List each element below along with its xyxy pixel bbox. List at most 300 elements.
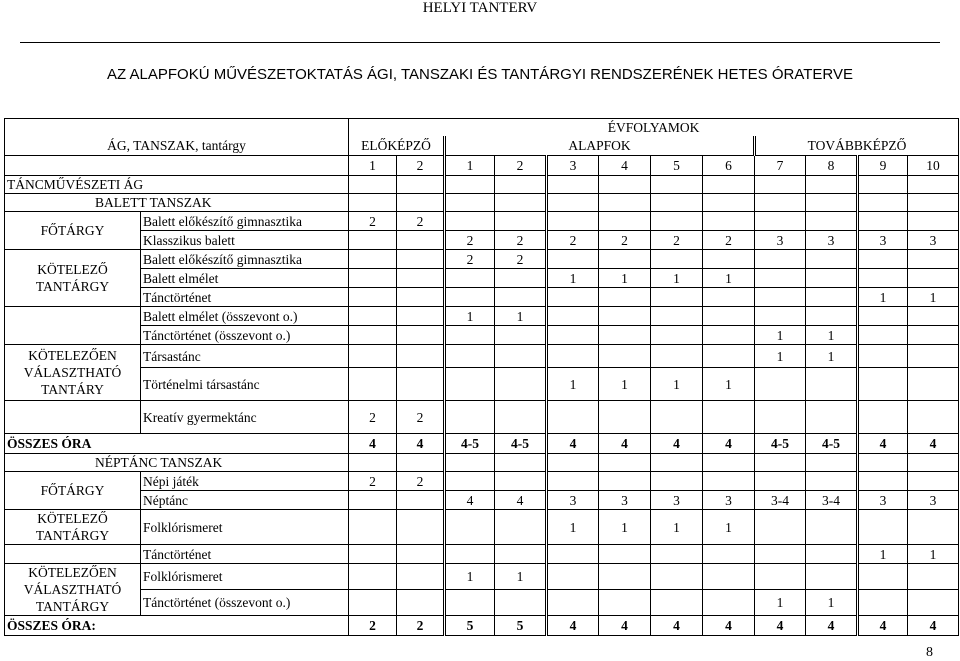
grade-value-cell	[397, 288, 445, 307]
empty-cell	[651, 194, 703, 212]
subject-name: Történelmi társastánc	[141, 368, 349, 401]
subject-name: Tánctörténet (összevont o.)	[141, 326, 349, 345]
grade-value-cell	[908, 212, 959, 231]
grade-value-cell	[651, 472, 703, 491]
grade-value-cell	[806, 564, 858, 590]
grade-value-cell	[599, 545, 651, 564]
subject-name: Balett elmélet	[141, 269, 349, 288]
grade-value-cell	[858, 590, 908, 616]
subject-name: Balett előkészítő gimnasztika	[141, 212, 349, 231]
table-row	[5, 510, 959, 545]
grade-value-cell	[858, 564, 908, 590]
total-value-cell: 4	[908, 616, 959, 636]
empty-cell	[349, 194, 397, 212]
empty-cell	[755, 454, 806, 472]
grade-value-cell	[651, 401, 703, 434]
table-row	[5, 307, 959, 326]
empty-cell	[397, 176, 445, 194]
grade-value-cell	[806, 250, 858, 269]
grade-value-cell	[495, 590, 547, 616]
grade-value-cell	[397, 231, 445, 250]
grade-header: 2	[397, 156, 445, 176]
grade-value-cell: 1	[599, 510, 651, 545]
table-row	[5, 564, 959, 590]
subject-name: Tánctörténet	[141, 288, 349, 307]
subject-name: Társastánc	[141, 345, 349, 368]
grade-value-cell: 1	[858, 288, 908, 307]
timetable	[4, 118, 959, 636]
grade-value-cell	[858, 345, 908, 368]
grade-value-cell: 3	[858, 491, 908, 510]
grade-value-cell: 1	[755, 590, 806, 616]
table-row	[5, 472, 959, 491]
total-label: ÖSSZES ÓRA:	[5, 616, 349, 636]
grade-value-cell	[349, 545, 397, 564]
grade-value-cell	[806, 401, 858, 434]
grade-value-cell	[547, 250, 599, 269]
grade-value-cell	[651, 564, 703, 590]
grade-value-cell	[445, 472, 495, 491]
table-row	[5, 156, 959, 176]
empty-cell	[703, 194, 755, 212]
grade-value-cell	[349, 288, 397, 307]
section-title: NÉPTÁNC TANSZAK	[5, 454, 349, 472]
grade-value-cell	[547, 307, 599, 326]
total-value-cell: 2	[349, 616, 397, 636]
grade-value-cell	[349, 269, 397, 288]
grade-value-cell	[908, 590, 959, 616]
grade-value-cell	[651, 545, 703, 564]
empty-cell	[397, 454, 445, 472]
category-label: KÖTELEZŐEN VÁLASZTHATÓ TANTÁRGY	[5, 564, 141, 616]
grade-value-cell	[397, 590, 445, 616]
grade-value-cell: 2	[445, 231, 495, 250]
grade-value-cell	[703, 212, 755, 231]
grade-value-cell: 1	[755, 326, 806, 345]
document-title: AZ ALAPFOKÚ MŰVÉSZETOKTATÁS ÁGI, TANSZAKI ÉS TANTÁRGYI RENDSZERÉNEK HETES ÓRATERVE	[107, 66, 853, 83]
grade-header: 1	[349, 156, 397, 176]
category-label: KÖTELEZŐ TANTÁRGY	[5, 250, 141, 307]
grade-value-cell	[495, 545, 547, 564]
empty-cell	[547, 454, 599, 472]
branch-title: TÁNCMŰVÉSZETI ÁG	[5, 176, 349, 194]
total-value-cell: 4	[651, 434, 703, 454]
grade-value-cell	[599, 590, 651, 616]
total-value-cell: 4	[858, 434, 908, 454]
subject-name: Tánctörténet	[141, 545, 349, 564]
grade-value-cell	[703, 472, 755, 491]
grade-header: 6	[703, 156, 755, 176]
grade-value-cell: 1	[547, 510, 599, 545]
grade-value-cell	[547, 212, 599, 231]
table-row	[5, 590, 959, 616]
empty-cell	[445, 194, 495, 212]
total-value-cell: 2	[397, 616, 445, 636]
grade-value-cell	[397, 326, 445, 345]
grade-value-cell: 3	[806, 231, 858, 250]
grade-value-cell	[858, 510, 908, 545]
empty-cell	[495, 194, 547, 212]
category-label	[5, 545, 141, 564]
grade-header: 1	[445, 156, 495, 176]
grade-value-cell	[858, 250, 908, 269]
subject-name: Folklórismeret	[141, 564, 349, 590]
grade-value-cell	[397, 510, 445, 545]
grade-value-cell	[651, 250, 703, 269]
total-value-cell: 4	[703, 616, 755, 636]
grade-value-cell	[908, 307, 959, 326]
grade-value-cell: 2	[397, 401, 445, 434]
grade-value-cell	[755, 288, 806, 307]
grade-value-cell	[703, 345, 755, 368]
table-row	[5, 119, 959, 137]
grade-value-cell	[908, 472, 959, 491]
grade-value-cell	[651, 590, 703, 616]
grade-value-cell	[806, 269, 858, 288]
corner-blank	[5, 156, 349, 176]
category-label	[5, 307, 141, 345]
empty-cell	[599, 176, 651, 194]
grade-value-cell: 3-4	[755, 491, 806, 510]
total-value-cell: 5	[495, 616, 547, 636]
grade-value-cell	[397, 545, 445, 564]
empty-cell	[599, 454, 651, 472]
grade-value-cell	[703, 401, 755, 434]
grade-value-cell	[445, 288, 495, 307]
grade-header: 7	[755, 156, 806, 176]
empty-cell	[651, 454, 703, 472]
grade-value-cell: 1	[445, 564, 495, 590]
grade-header: 3	[547, 156, 599, 176]
grade-value-cell: 3	[703, 491, 755, 510]
subject-name: Balett előkészítő gimnasztika	[141, 250, 349, 269]
grade-value-cell	[599, 345, 651, 368]
total-value-cell: 4	[908, 434, 959, 454]
empty-cell	[651, 176, 703, 194]
empty-cell	[755, 176, 806, 194]
grade-value-cell	[599, 472, 651, 491]
grade-value-cell	[908, 269, 959, 288]
grade-value-cell	[908, 510, 959, 545]
grade-value-cell	[806, 288, 858, 307]
grade-value-cell	[755, 564, 806, 590]
grade-value-cell: 1	[547, 368, 599, 401]
grade-value-cell	[755, 545, 806, 564]
grade-value-cell	[547, 326, 599, 345]
grade-value-cell: 2	[495, 231, 547, 250]
table-row	[5, 368, 959, 401]
empty-cell	[349, 454, 397, 472]
grade-header: 2	[495, 156, 547, 176]
grade-value-cell	[547, 401, 599, 434]
grade-value-cell	[908, 564, 959, 590]
empty-cell	[445, 454, 495, 472]
total-value-cell: 4	[397, 434, 445, 454]
grade-value-cell	[349, 250, 397, 269]
section-title: BALETT TANSZAK	[5, 194, 349, 212]
grade-value-cell	[349, 326, 397, 345]
grade-value-cell	[755, 307, 806, 326]
category-label	[5, 401, 141, 434]
table-row	[5, 434, 959, 454]
total-value-cell: 4	[806, 616, 858, 636]
grade-value-cell: 1	[858, 545, 908, 564]
total-value-cell: 4	[547, 434, 599, 454]
empty-cell	[703, 176, 755, 194]
group-header-tovabbkepzo: TOVÁBBKÉPZŐ	[755, 136, 959, 156]
grade-value-cell	[755, 401, 806, 434]
grade-value-cell	[858, 307, 908, 326]
grade-value-cell	[445, 345, 495, 368]
grade-value-cell	[806, 545, 858, 564]
table-row	[5, 345, 959, 368]
subject-name: Néptánc	[141, 491, 349, 510]
grade-value-cell	[349, 590, 397, 616]
grade-value-cell	[806, 307, 858, 326]
grade-value-cell	[349, 564, 397, 590]
grade-value-cell: 2	[703, 231, 755, 250]
grade-value-cell: 1	[445, 307, 495, 326]
page-header: HELYI TANTERV	[422, 0, 538, 16]
grade-value-cell	[445, 545, 495, 564]
table-row	[5, 136, 959, 156]
grade-value-cell	[349, 345, 397, 368]
table-row	[5, 194, 959, 212]
grade-value-cell: 2	[651, 231, 703, 250]
grade-value-cell: 1	[806, 590, 858, 616]
total-value-cell: 4-5	[495, 434, 547, 454]
grade-value-cell	[495, 345, 547, 368]
total-value-cell: 4	[651, 616, 703, 636]
grade-value-cell	[599, 564, 651, 590]
empty-cell	[495, 454, 547, 472]
subject-name: Balett elmélet (összevont o.)	[141, 307, 349, 326]
empty-cell	[349, 176, 397, 194]
grade-value-cell: 1	[651, 368, 703, 401]
grade-value-cell	[495, 472, 547, 491]
grade-value-cell: 2	[599, 231, 651, 250]
grade-value-cell	[599, 401, 651, 434]
grade-value-cell	[445, 401, 495, 434]
grade-value-cell	[651, 307, 703, 326]
subject-name: Tánctörténet (összevont o.)	[141, 590, 349, 616]
grade-value-cell: 2	[349, 401, 397, 434]
category-label: FŐTÁRGY	[5, 212, 141, 250]
table-row	[5, 491, 959, 510]
grade-value-cell: 2	[397, 472, 445, 491]
empty-cell	[806, 194, 858, 212]
empty-cell	[806, 176, 858, 194]
total-value-cell: 4	[599, 434, 651, 454]
grade-header: 9	[858, 156, 908, 176]
category-label: FŐTÁRGY	[5, 472, 141, 510]
grade-value-cell	[703, 590, 755, 616]
grade-value-cell: 3	[599, 491, 651, 510]
grade-value-cell	[703, 326, 755, 345]
total-value-cell: 4-5	[445, 434, 495, 454]
table-row	[5, 231, 959, 250]
empty-cell	[858, 194, 908, 212]
page-number: 8	[926, 645, 933, 660]
table-row	[5, 250, 959, 269]
grade-value-cell	[547, 564, 599, 590]
subject-name: Kreatív gyermektánc	[141, 401, 349, 434]
grade-value-cell	[806, 472, 858, 491]
grade-value-cell: 1	[495, 564, 547, 590]
grade-value-cell	[651, 288, 703, 307]
grade-value-cell: 1	[703, 510, 755, 545]
subject-name: Népi játék	[141, 472, 349, 491]
grade-value-cell	[755, 212, 806, 231]
grade-value-cell	[495, 269, 547, 288]
grade-value-cell	[858, 368, 908, 401]
empty-cell	[547, 176, 599, 194]
grade-value-cell: 2	[349, 212, 397, 231]
grade-value-cell: 3	[755, 231, 806, 250]
grade-value-cell	[397, 250, 445, 269]
grade-value-cell: 1	[651, 510, 703, 545]
table-row	[5, 454, 959, 472]
grade-value-cell: 1	[806, 345, 858, 368]
total-value-cell: 4	[349, 434, 397, 454]
empty-cell	[547, 194, 599, 212]
grade-value-cell	[397, 491, 445, 510]
grade-value-cell: 3	[908, 491, 959, 510]
category-label: KÖTELEZŐEN VÁLASZTHATÓ TANTÁRY	[5, 345, 141, 401]
grade-value-cell	[908, 401, 959, 434]
table-row	[5, 545, 959, 564]
subject-name: Folklórismeret	[141, 510, 349, 545]
grade-header: 8	[806, 156, 858, 176]
grade-value-cell	[599, 307, 651, 326]
grade-value-cell	[495, 368, 547, 401]
grade-header: 4	[599, 156, 651, 176]
group-header-alapfok: ALAPFOK	[445, 136, 755, 156]
grade-value-cell	[495, 510, 547, 545]
total-value-cell: 4	[858, 616, 908, 636]
grade-value-cell	[445, 212, 495, 231]
empty-cell	[858, 176, 908, 194]
empty-cell	[908, 454, 959, 472]
grade-value-cell	[599, 326, 651, 345]
evfolyamok-heading: ÉVFOLYAMOK	[349, 119, 959, 137]
grade-value-cell	[397, 368, 445, 401]
corner-label: ÁG, TANSZAK, tantárgy	[5, 136, 349, 156]
grade-value-cell	[703, 564, 755, 590]
grade-value-cell	[651, 212, 703, 231]
table-row	[5, 288, 959, 307]
grade-value-cell	[547, 345, 599, 368]
total-value-cell: 4	[703, 434, 755, 454]
empty-cell	[599, 194, 651, 212]
grade-value-cell	[397, 564, 445, 590]
grade-value-cell	[349, 491, 397, 510]
grade-value-cell	[349, 307, 397, 326]
grade-value-cell	[858, 401, 908, 434]
grade-value-cell: 3	[908, 231, 959, 250]
subject-name: Klasszikus balett	[141, 231, 349, 250]
grade-value-cell	[547, 545, 599, 564]
grade-value-cell	[755, 269, 806, 288]
grade-value-cell	[445, 510, 495, 545]
grade-header: 10	[908, 156, 959, 176]
grade-value-cell: 1	[755, 345, 806, 368]
grade-value-cell: 4	[445, 491, 495, 510]
empty-cell	[908, 176, 959, 194]
total-value-cell: 4-5	[806, 434, 858, 454]
grade-value-cell: 2	[495, 250, 547, 269]
table-row	[5, 176, 959, 194]
grade-value-cell: 2	[547, 231, 599, 250]
grade-value-cell	[703, 250, 755, 269]
grade-value-cell: 3	[858, 231, 908, 250]
grade-value-cell	[755, 472, 806, 491]
grade-value-cell	[908, 368, 959, 401]
grade-value-cell	[445, 590, 495, 616]
grade-value-cell	[858, 326, 908, 345]
grade-value-cell	[547, 288, 599, 307]
grade-value-cell	[397, 307, 445, 326]
empty-cell	[755, 194, 806, 212]
grade-value-cell	[806, 510, 858, 545]
grade-value-cell	[445, 326, 495, 345]
grade-value-cell	[349, 510, 397, 545]
grade-value-cell: 1	[703, 368, 755, 401]
grade-value-cell	[547, 472, 599, 491]
total-value-cell: 5	[445, 616, 495, 636]
grade-value-cell	[908, 326, 959, 345]
grade-value-cell	[858, 472, 908, 491]
grade-value-cell	[445, 269, 495, 288]
grade-value-cell: 1	[599, 368, 651, 401]
grade-value-cell	[349, 368, 397, 401]
grade-value-cell	[908, 250, 959, 269]
table-row	[5, 616, 959, 636]
grade-value-cell	[755, 250, 806, 269]
grade-value-cell: 2	[445, 250, 495, 269]
grade-value-cell	[703, 288, 755, 307]
grade-value-cell: 3	[547, 491, 599, 510]
grade-value-cell: 1	[547, 269, 599, 288]
grade-value-cell	[703, 307, 755, 326]
empty-cell	[703, 454, 755, 472]
grade-value-cell	[495, 288, 547, 307]
total-value-cell: 4	[547, 616, 599, 636]
grade-header: 5	[651, 156, 703, 176]
category-label: KÖTELEZŐ TANTÁRGY	[5, 510, 141, 545]
total-label: ÖSSZES ÓRA	[5, 434, 349, 454]
table-row	[5, 401, 959, 434]
grade-value-cell	[755, 368, 806, 401]
group-header-elokepzo: ELŐKÉPZŐ	[349, 136, 445, 156]
grade-value-cell: 3	[651, 491, 703, 510]
grade-value-cell: 1	[703, 269, 755, 288]
grade-value-cell	[495, 212, 547, 231]
grade-value-cell: 3-4	[806, 491, 858, 510]
grade-value-cell	[599, 212, 651, 231]
grade-value-cell	[397, 269, 445, 288]
grade-value-cell: 1	[908, 545, 959, 564]
grade-value-cell	[858, 269, 908, 288]
grade-value-cell: 1	[599, 269, 651, 288]
table-row	[5, 326, 959, 345]
grade-value-cell	[908, 345, 959, 368]
total-value-cell: 4	[599, 616, 651, 636]
grade-value-cell	[651, 326, 703, 345]
grade-value-cell	[806, 212, 858, 231]
grade-value-cell: 2	[397, 212, 445, 231]
total-value-cell: 4-5	[755, 434, 806, 454]
